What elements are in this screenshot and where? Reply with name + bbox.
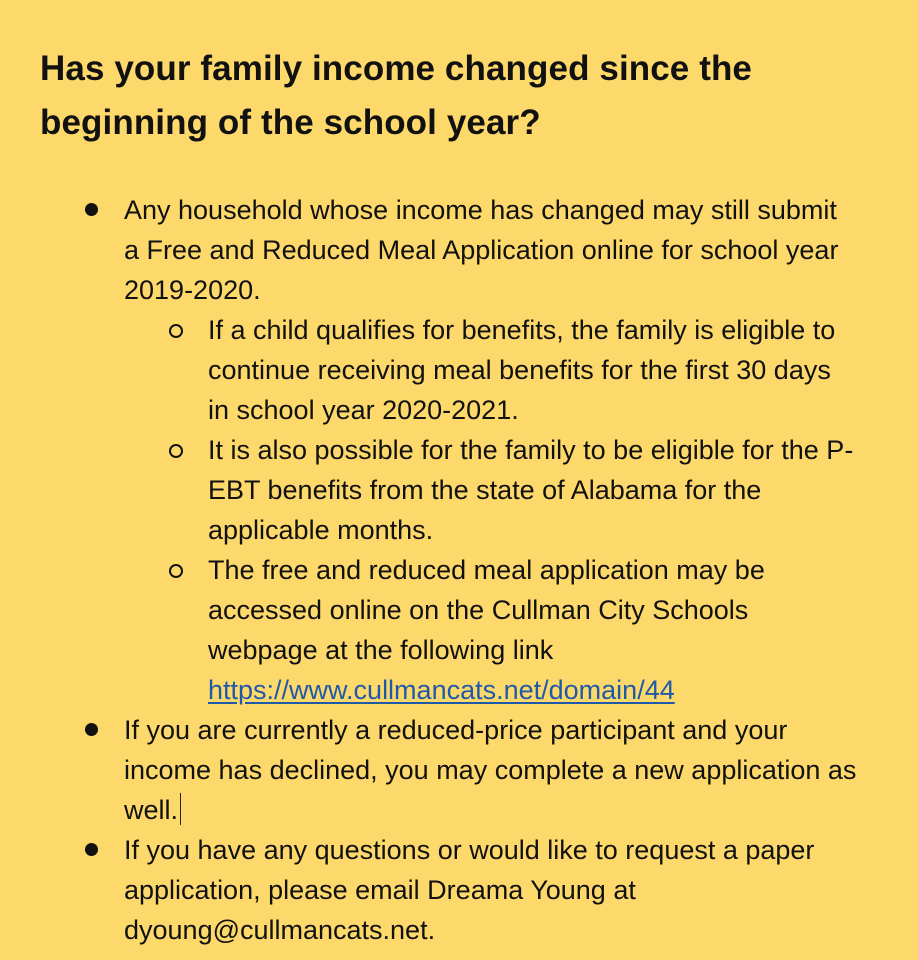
bullet-dot-icon: [85, 203, 98, 216]
bullet-circle-icon: [169, 324, 183, 338]
bullet-dot-icon: [85, 843, 98, 856]
bullet-dot-icon: [85, 723, 98, 736]
page-title: Has your family income changed since the beginning of the school year?: [40, 49, 752, 142]
bullet-circle-icon: [169, 444, 183, 458]
sub-list-item: [208, 430, 858, 550]
sub-list-item-text: The free and reduced meal application may be accessed online on the Cullman City Schools webpage at the following link: [208, 555, 765, 665]
sub-list-item-text: If a child qualifies for benefits, the family is eligible to continue receiving meal benefits for the first 30 days in school year 2020-2021.: [208, 315, 836, 425]
sub-bullet-list: [124, 310, 858, 710]
list-item: [0, 190, 918, 710]
list-item-text: Any household whose income has changed may still submit a Free and Reduced Meal Application online for school year 2019-2020.: [124, 195, 839, 305]
sub-list-item: [208, 550, 858, 710]
text-cursor: [180, 793, 181, 825]
list-item-text: If you are currently a reduced-price participant and your income has declined, you may complete a new application as well.: [124, 715, 857, 825]
bullet-circle-icon: [169, 564, 183, 578]
list-item: [0, 710, 918, 830]
sub-list-item: [208, 310, 858, 430]
list-item: [0, 830, 918, 950]
list-item-text: If you have any questions or would like to request a paper application, please email Dreama Young at dyoung@cullmancats.net.: [124, 835, 815, 945]
application-link[interactable]: https://www.cullmancats.net/domain/44: [208, 675, 675, 705]
sub-list-item-text: It is also possible for the family to be eligible for the P-EBT benefits from the state of Alabama for the applicable months.: [208, 435, 854, 545]
bullet-list: [0, 190, 918, 950]
